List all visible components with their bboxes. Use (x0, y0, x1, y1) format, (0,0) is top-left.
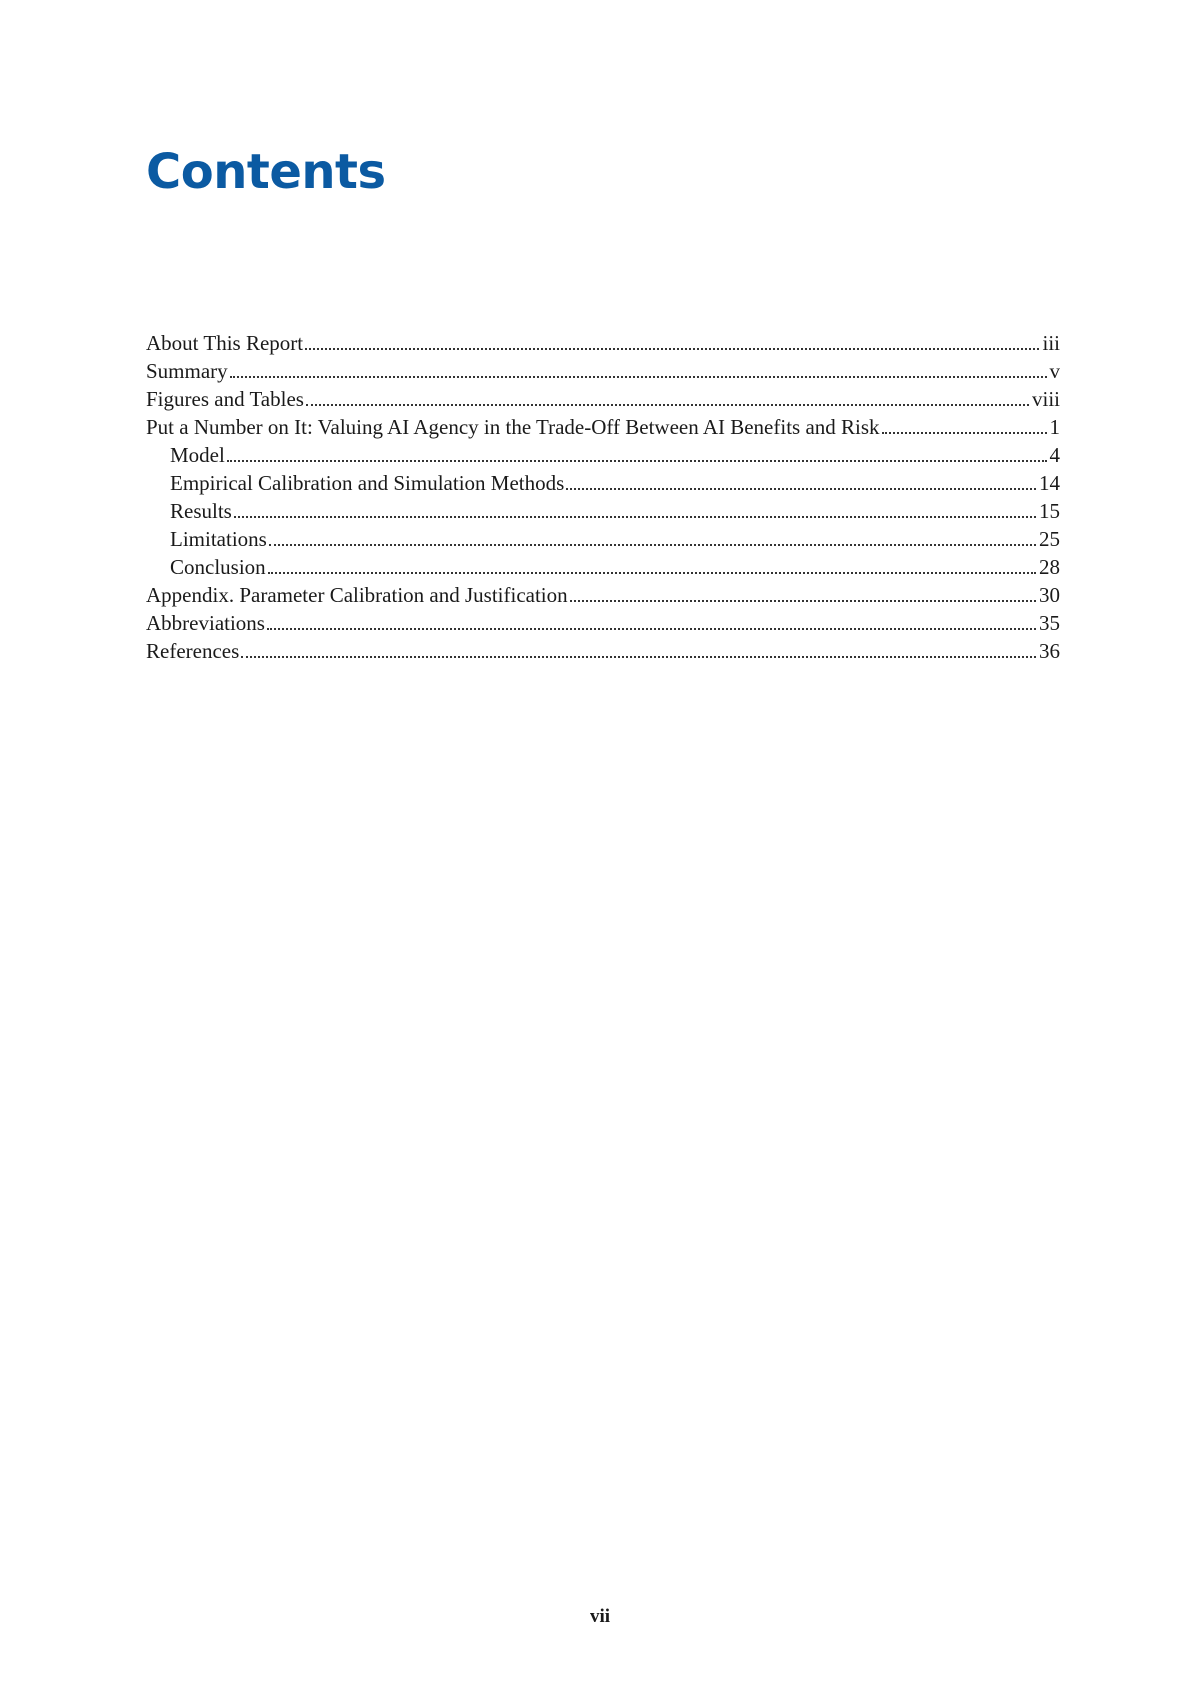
toc-entry-label: Results (170, 499, 232, 523)
toc-entry-references[interactable] (146, 637, 1060, 665)
toc-entry-page: 4 (1049, 443, 1060, 467)
toc-entry-label: Model (170, 443, 225, 467)
toc-entry-appendix[interactable] (146, 581, 1060, 609)
toc-entry-page: 36 (1039, 639, 1060, 663)
toc-entry-figures-and-tables[interactable] (146, 385, 1060, 413)
toc-entry-model[interactable] (146, 441, 1060, 469)
dot-leader (269, 525, 1036, 553)
toc-entry-label: Limitations (170, 527, 267, 551)
toc-entry-main-chapter[interactable] (146, 413, 1060, 441)
toc-entry-about-this-report[interactable] (146, 329, 1060, 357)
dot-leader (230, 357, 1047, 385)
table-of-contents (146, 329, 1060, 665)
toc-entry-label: Abbreviations (146, 611, 265, 635)
toc-entry-page: v (1049, 359, 1060, 383)
toc-entry-label: Empirical Calibration and Simulation Methods (170, 471, 565, 495)
toc-entry-page: 14 (1039, 471, 1060, 495)
toc-entry-label: Summary (146, 359, 228, 383)
toc-entry-label: Figures and Tables (146, 387, 304, 411)
toc-entry-label: Conclusion (170, 555, 266, 579)
dot-leader (241, 637, 1036, 665)
dot-leader (234, 497, 1036, 525)
dot-leader (268, 553, 1036, 581)
toc-entry-page: iii (1042, 331, 1060, 355)
dot-leader (267, 609, 1036, 637)
toc-entry-page: 30 (1039, 583, 1060, 607)
dot-leader (882, 413, 1047, 441)
toc-entry-label: Appendix. Parameter Calibration and Justification (146, 583, 568, 607)
toc-entry-label: Put a Number on It: Valuing AI Agency in the Trade-Off Between AI Benefits and Risk (146, 415, 880, 439)
page-number: vii (589, 1606, 611, 1627)
dot-leader (227, 441, 1047, 469)
dot-leader (306, 385, 1029, 413)
toc-entry-limitations[interactable] (146, 525, 1060, 553)
dot-leader (305, 329, 1039, 357)
toc-entry-abbreviations[interactable] (146, 609, 1060, 637)
dot-leader (570, 581, 1036, 609)
toc-entry-page: 25 (1039, 527, 1060, 551)
toc-entry-conclusion[interactable] (146, 553, 1060, 581)
dot-leader (566, 469, 1036, 497)
page-title: Contents (146, 144, 386, 200)
toc-entry-results[interactable] (146, 497, 1060, 525)
toc-entry-page: viii (1031, 387, 1060, 411)
toc-entry-page: 35 (1039, 611, 1060, 635)
toc-entry-page: 1 (1049, 415, 1060, 439)
toc-entry-empirical-calibration[interactable] (146, 469, 1060, 497)
toc-entry-label: About This Report (146, 331, 304, 355)
toc-entry-summary[interactable] (146, 357, 1060, 385)
toc-entry-page: 15 (1039, 499, 1060, 523)
toc-entry-label: References (146, 639, 240, 663)
toc-entry-page: 28 (1039, 555, 1060, 579)
